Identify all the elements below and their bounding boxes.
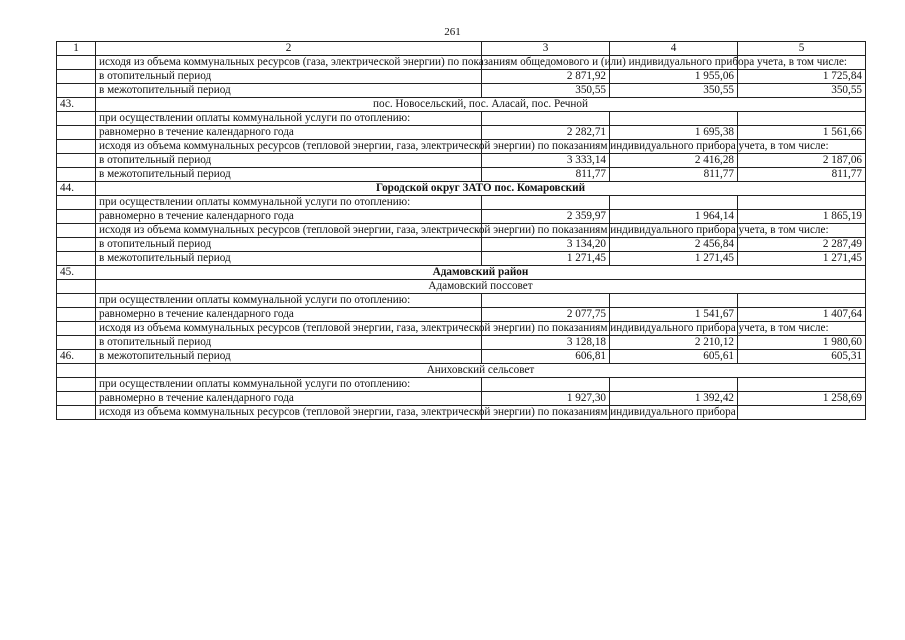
row-number	[57, 126, 96, 140]
row-number: 46.	[57, 350, 96, 364]
table-row	[57, 56, 866, 70]
row-number	[57, 308, 96, 322]
row-label: в межотопительный период	[96, 84, 482, 98]
table-row	[57, 252, 866, 266]
row-number	[57, 210, 96, 224]
row-number: 44.	[57, 182, 96, 196]
row-number	[57, 294, 96, 308]
value-col4: 1 541,67	[610, 308, 738, 322]
row-number: 45.	[57, 266, 96, 280]
row-label: в отопительный период	[96, 336, 482, 350]
value-col5: 1 271,45	[738, 252, 866, 266]
value-col4: 2 456,84	[610, 238, 738, 252]
value-col4: 1 695,38	[610, 126, 738, 140]
table-row	[57, 140, 866, 154]
table-row	[57, 238, 866, 252]
table-row	[57, 224, 866, 238]
row-number	[57, 336, 96, 350]
value-col4: 350,55	[610, 84, 738, 98]
value-col5: 2 187,06	[738, 154, 866, 168]
table-row	[57, 210, 866, 224]
column-header: 1	[57, 42, 96, 56]
row-label: исходя из объема коммунальных ресурсов (тепловой энергии, газа, электрической энергии) по показаниям индивидуального прибора учета, в том числе:	[96, 140, 482, 154]
column-header: 3	[482, 42, 610, 56]
empty-cell	[610, 112, 738, 126]
row-number	[57, 154, 96, 168]
value-col3: 3 128,18	[482, 336, 610, 350]
table-row	[57, 112, 866, 126]
value-col5: 1 407,64	[738, 308, 866, 322]
column-header: 2	[96, 42, 482, 56]
row-label: при осуществлении оплаты коммунальной услуги по отоплению:	[96, 378, 482, 392]
empty-cell	[610, 378, 738, 392]
table-row	[57, 378, 866, 392]
value-col5: 1 258,69	[738, 392, 866, 406]
table-row	[57, 84, 866, 98]
row-label: в отопительный период	[96, 154, 482, 168]
column-header: 4	[610, 42, 738, 56]
section-title: пос. Новосельский, пос. Аласай, пос. Речной	[96, 98, 866, 112]
row-label: равномерно в течение календарного года	[96, 210, 482, 224]
section-title: Городской округ ЗАТО пос. Комаровский	[96, 182, 866, 196]
value-col3: 2 282,71	[482, 126, 610, 140]
value-col5: 1 725,84	[738, 70, 866, 84]
row-number	[57, 364, 96, 378]
tariff-table	[56, 41, 866, 420]
row-number	[57, 406, 96, 420]
empty-cell	[738, 196, 866, 210]
row-number	[57, 168, 96, 182]
row-label: исходя из объема коммунальных ресурсов (тепловой энергии, газа, электрической энергии) по показаниям индивидуального прибора	[96, 406, 482, 420]
row-label: в отопительный период	[96, 70, 482, 84]
value-col3: 1 927,30	[482, 392, 610, 406]
page-number: 261	[444, 26, 461, 38]
row-label: исходя из объема коммунальных ресурсов (тепловой энергии, газа, электрической энергии) по показаниям индивидуального прибора учета, в том числе:	[96, 224, 482, 238]
value-col5: 811,77	[738, 168, 866, 182]
table-row	[57, 126, 866, 140]
table-row	[57, 280, 866, 294]
value-col4: 2 210,12	[610, 336, 738, 350]
empty-cell	[482, 378, 610, 392]
value-col5: 2 287,49	[738, 238, 866, 252]
row-label: в межотопительный период	[96, 252, 482, 266]
table-row	[57, 196, 866, 210]
row-number: 43.	[57, 98, 96, 112]
row-number	[57, 140, 96, 154]
row-number	[57, 112, 96, 126]
section-title: Адамовский поссовет	[96, 280, 866, 294]
header-row	[57, 42, 866, 56]
table-row	[57, 364, 866, 378]
value-col3: 606,81	[482, 350, 610, 364]
value-col4: 1 392,42	[610, 392, 738, 406]
row-number	[57, 322, 96, 336]
table-row	[57, 98, 866, 112]
row-label: равномерно в течение календарного года	[96, 392, 482, 406]
row-label: равномерно в течение календарного года	[96, 126, 482, 140]
table-row	[57, 322, 866, 336]
value-col5: 605,31	[738, 350, 866, 364]
empty-cell	[738, 112, 866, 126]
section-title: Аниховский сельсовет	[96, 364, 866, 378]
row-number	[57, 392, 96, 406]
row-number	[57, 252, 96, 266]
value-col3: 3 333,14	[482, 154, 610, 168]
row-number	[57, 280, 96, 294]
row-label: в отопительный период	[96, 238, 482, 252]
table-row	[57, 308, 866, 322]
table-row	[57, 392, 866, 406]
value-col5: 1 561,66	[738, 126, 866, 140]
table-row	[57, 182, 866, 196]
row-label: при осуществлении оплаты коммунальной услуги по отоплению:	[96, 196, 482, 210]
value-col4: 1 964,14	[610, 210, 738, 224]
row-number	[57, 84, 96, 98]
row-label: в межотопительный период	[96, 168, 482, 182]
value-col5: 350,55	[738, 84, 866, 98]
row-label: равномерно в течение календарного года	[96, 308, 482, 322]
row-number	[57, 224, 96, 238]
row-number	[57, 238, 96, 252]
table-row	[57, 154, 866, 168]
row-number	[57, 196, 96, 210]
value-col3: 1 271,45	[482, 252, 610, 266]
value-col3: 2 077,75	[482, 308, 610, 322]
row-number	[57, 56, 96, 70]
row-label: при осуществлении оплаты коммунальной услуги по отоплению:	[96, 294, 482, 308]
value-col4: 811,77	[610, 168, 738, 182]
empty-cell	[738, 378, 866, 392]
empty-cell	[738, 406, 866, 420]
table-row	[57, 406, 866, 420]
value-col4: 2 416,28	[610, 154, 738, 168]
table-row	[57, 336, 866, 350]
table-row	[57, 168, 866, 182]
value-col5: 1 865,19	[738, 210, 866, 224]
row-label: исходя из объема коммунальных ресурсов (газа, электрической энергии) по показаниям общедомового и (или) индивидуального прибора учета, в том числе:	[96, 56, 482, 70]
empty-cell	[738, 294, 866, 308]
row-label: в межотопительный период	[96, 350, 482, 364]
value-col5: 1 980,60	[738, 336, 866, 350]
section-title: Адамовский район	[96, 266, 866, 280]
value-col4: 1 955,06	[610, 70, 738, 84]
table-row	[57, 70, 866, 84]
value-col3: 2 871,92	[482, 70, 610, 84]
row-number	[57, 70, 96, 84]
empty-cell	[610, 196, 738, 210]
value-col3: 2 359,97	[482, 210, 610, 224]
empty-cell	[482, 112, 610, 126]
empty-cell	[482, 294, 610, 308]
value-col3: 350,55	[482, 84, 610, 98]
table-row	[57, 266, 866, 280]
value-col4: 1 271,45	[610, 252, 738, 266]
value-col3: 3 134,20	[482, 238, 610, 252]
table-row	[57, 350, 866, 364]
table-row	[57, 294, 866, 308]
value-col4: 605,61	[610, 350, 738, 364]
row-label: исходя из объема коммунальных ресурсов (тепловой энергии, газа, электрической энергии) по показаниям индивидуального прибора учета, в том числе:	[96, 322, 482, 336]
value-col3: 811,77	[482, 168, 610, 182]
empty-cell	[482, 196, 610, 210]
empty-cell	[610, 294, 738, 308]
column-header: 5	[738, 42, 866, 56]
row-number	[57, 378, 96, 392]
row-label: при осуществлении оплаты коммунальной услуги по отоплению:	[96, 112, 482, 126]
